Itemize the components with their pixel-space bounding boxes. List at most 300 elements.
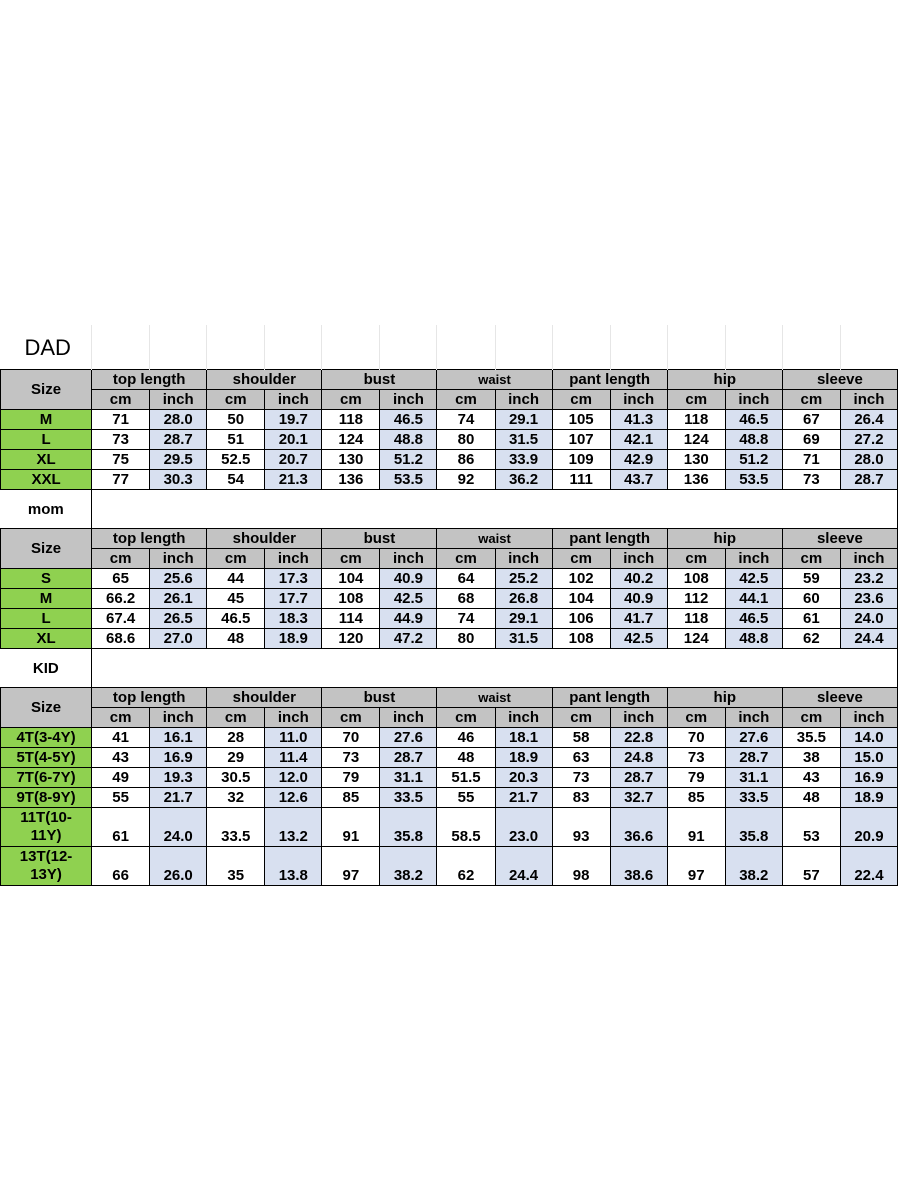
cm-value: 73 <box>782 470 840 490</box>
blank-cell <box>725 325 782 370</box>
cm-value: 108 <box>667 569 725 589</box>
cm-value: 29 <box>207 748 265 768</box>
cm-value: 65 <box>92 569 150 589</box>
unit-header-cm: cm <box>322 708 380 728</box>
table-row <box>1 629 898 649</box>
inch-value: 53.5 <box>725 470 782 490</box>
measure-header: sleeve <box>782 529 897 549</box>
inch-value: 28.0 <box>840 450 897 470</box>
measure-header-row <box>1 688 898 708</box>
cm-value: 43 <box>92 748 150 768</box>
size-header: Size <box>1 529 92 569</box>
size-cell: XL <box>1 629 92 649</box>
unit-header-inch: inch <box>380 390 437 410</box>
measure-header: pant length <box>552 529 667 549</box>
cm-value: 44 <box>207 569 265 589</box>
cm-value: 48 <box>207 629 265 649</box>
cm-value: 111 <box>552 470 610 490</box>
measure-header: shoulder <box>207 370 322 390</box>
inch-value: 42.5 <box>610 629 667 649</box>
inch-value: 16.1 <box>150 728 207 748</box>
cm-value: 67 <box>782 410 840 430</box>
measure-header-row <box>1 529 898 549</box>
inch-value: 29.5 <box>150 450 207 470</box>
table-row <box>1 430 898 450</box>
unit-header-inch: inch <box>265 708 322 728</box>
cm-value: 28 <box>207 728 265 748</box>
cm-value: 68.6 <box>92 629 150 649</box>
inch-value: 28.7 <box>725 748 782 768</box>
measure-header: shoulder <box>207 529 322 549</box>
size-cell: 11T(10- 11Y) <box>1 808 92 847</box>
cm-value: 108 <box>322 589 380 609</box>
unit-header-cm: cm <box>782 549 840 569</box>
inch-value: 35.8 <box>380 808 437 847</box>
blank-cell <box>150 325 207 370</box>
unit-header-inch: inch <box>495 708 552 728</box>
inch-value: 21.7 <box>495 788 552 808</box>
inch-value: 33.5 <box>380 788 437 808</box>
unit-header-inch: inch <box>150 549 207 569</box>
cm-value: 71 <box>782 450 840 470</box>
size-chart-table <box>0 325 898 886</box>
unit-header-inch: inch <box>610 708 667 728</box>
section-title-row <box>1 649 898 688</box>
blank-cell <box>840 325 897 370</box>
cm-value: 102 <box>552 569 610 589</box>
cm-value: 80 <box>437 430 495 450</box>
inch-value: 51.2 <box>725 450 782 470</box>
cm-value: 85 <box>667 788 725 808</box>
blank-cell <box>92 325 150 370</box>
inch-value: 28.0 <box>150 410 207 430</box>
inch-value: 43.7 <box>610 470 667 490</box>
inch-value: 30.3 <box>150 470 207 490</box>
cm-value: 70 <box>667 728 725 748</box>
blank-cell <box>667 325 725 370</box>
unit-header-inch: inch <box>725 549 782 569</box>
size-cell: 9T(8-9Y) <box>1 788 92 808</box>
unit-header-cm: cm <box>667 708 725 728</box>
cm-value: 77 <box>92 470 150 490</box>
unit-header-inch: inch <box>265 390 322 410</box>
cm-value: 130 <box>667 450 725 470</box>
unit-header-cm: cm <box>667 549 725 569</box>
inch-value: 26.8 <box>495 589 552 609</box>
cm-value: 32 <box>207 788 265 808</box>
inch-value: 28.7 <box>380 748 437 768</box>
inch-value: 17.3 <box>265 569 322 589</box>
cm-value: 106 <box>552 609 610 629</box>
section-title: KID <box>32 659 59 677</box>
unit-header-cm: cm <box>782 708 840 728</box>
section-title-row <box>1 325 898 370</box>
inch-value: 38.2 <box>725 847 782 886</box>
unit-header-inch: inch <box>840 708 897 728</box>
measure-header: top length <box>92 688 207 708</box>
inch-value: 17.7 <box>265 589 322 609</box>
inch-value: 48.8 <box>380 430 437 450</box>
inch-value: 33.5 <box>725 788 782 808</box>
cm-value: 67.4 <box>92 609 150 629</box>
unit-header-cm: cm <box>552 708 610 728</box>
size-cell: 5T(4-5Y) <box>1 748 92 768</box>
table-row <box>1 728 898 748</box>
cm-value: 107 <box>552 430 610 450</box>
unit-header-cm: cm <box>437 390 495 410</box>
inch-value: 41.7 <box>610 609 667 629</box>
size-cell: 13T(12- 13Y) <box>1 847 92 886</box>
cm-value: 136 <box>322 470 380 490</box>
inch-value: 20.3 <box>495 768 552 788</box>
unit-header-cm: cm <box>207 390 265 410</box>
unit-header-cm: cm <box>92 708 150 728</box>
cm-value: 97 <box>322 847 380 886</box>
cm-value: 46.5 <box>207 609 265 629</box>
cm-value: 58.5 <box>437 808 495 847</box>
inch-value: 53.5 <box>380 470 437 490</box>
table-row <box>1 410 898 430</box>
inch-value: 18.1 <box>495 728 552 748</box>
cm-value: 46 <box>437 728 495 748</box>
cm-value: 66.2 <box>92 589 150 609</box>
inch-value: 18.3 <box>265 609 322 629</box>
measure-header: top length <box>92 529 207 549</box>
inch-value: 46.5 <box>380 410 437 430</box>
unit-header-cm: cm <box>92 390 150 410</box>
inch-value: 21.7 <box>150 788 207 808</box>
blank-cell <box>610 325 667 370</box>
size-cell: S <box>1 569 92 589</box>
size-cell: M <box>1 589 92 609</box>
inch-value: 18.9 <box>840 788 897 808</box>
size-cell: XXL <box>1 470 92 490</box>
cm-value: 59 <box>782 569 840 589</box>
inch-value: 28.7 <box>840 470 897 490</box>
inch-value: 25.6 <box>150 569 207 589</box>
unit-header-cm: cm <box>667 390 725 410</box>
inch-value: 36.6 <box>610 808 667 847</box>
inch-value: 23.0 <box>495 808 552 847</box>
inch-value: 24.8 <box>610 748 667 768</box>
inch-value: 27.0 <box>150 629 207 649</box>
size-cell: 7T(6-7Y) <box>1 768 92 788</box>
inch-value: 27.2 <box>840 430 897 450</box>
cm-value: 55 <box>437 788 495 808</box>
inch-value: 12.0 <box>265 768 322 788</box>
unit-header-row <box>1 708 898 728</box>
cm-value: 48 <box>782 788 840 808</box>
blank-cell <box>265 325 322 370</box>
unit-header-inch: inch <box>725 390 782 410</box>
inch-value: 19.3 <box>150 768 207 788</box>
cm-value: 86 <box>437 450 495 470</box>
cm-value: 62 <box>437 847 495 886</box>
cm-value: 97 <box>667 847 725 886</box>
cm-value: 124 <box>667 430 725 450</box>
cm-value: 118 <box>322 410 380 430</box>
section-title: mom <box>27 500 64 518</box>
unit-header-inch: inch <box>495 549 552 569</box>
cm-value: 71 <box>92 410 150 430</box>
inch-value: 51.2 <box>380 450 437 470</box>
size-cell: 4T(3-4Y) <box>1 728 92 748</box>
inch-value: 31.5 <box>495 430 552 450</box>
inch-value: 11.0 <box>265 728 322 748</box>
measure-header: bust <box>322 529 437 549</box>
blank-cell <box>92 649 898 688</box>
inch-value: 42.1 <box>610 430 667 450</box>
measure-header: bust <box>322 370 437 390</box>
blank-cell <box>322 325 380 370</box>
cm-value: 61 <box>92 808 150 847</box>
cm-value: 70 <box>322 728 380 748</box>
cm-value: 61 <box>782 609 840 629</box>
inch-value: 22.4 <box>840 847 897 886</box>
inch-value: 36.2 <box>495 470 552 490</box>
cm-value: 73 <box>667 748 725 768</box>
cm-value: 91 <box>667 808 725 847</box>
cm-value: 60 <box>782 589 840 609</box>
cm-value: 85 <box>322 788 380 808</box>
cm-value: 114 <box>322 609 380 629</box>
measure-header: pant length <box>552 370 667 390</box>
cm-value: 52.5 <box>207 450 265 470</box>
inch-value: 15.0 <box>840 748 897 768</box>
unit-header-inch: inch <box>840 390 897 410</box>
cm-value: 130 <box>322 450 380 470</box>
table-row <box>1 788 898 808</box>
cm-value: 69 <box>782 430 840 450</box>
inch-value: 26.4 <box>840 410 897 430</box>
inch-value: 24.0 <box>150 808 207 847</box>
measure-header: waist <box>437 529 552 549</box>
cm-value: 124 <box>667 629 725 649</box>
inch-value: 31.1 <box>725 768 782 788</box>
cm-value: 75 <box>92 450 150 470</box>
size-cell: L <box>1 609 92 629</box>
cm-value: 62 <box>782 629 840 649</box>
blank-cell <box>552 325 610 370</box>
cm-value: 41 <box>92 728 150 748</box>
inch-value: 16.9 <box>840 768 897 788</box>
inch-value: 42.5 <box>725 569 782 589</box>
inch-value: 12.6 <box>265 788 322 808</box>
table-row <box>1 569 898 589</box>
inch-value: 20.7 <box>265 450 322 470</box>
unit-header-cm: cm <box>552 390 610 410</box>
inch-value: 11.4 <box>265 748 322 768</box>
inch-value: 35.8 <box>725 808 782 847</box>
cm-value: 58 <box>552 728 610 748</box>
unit-header-inch: inch <box>610 390 667 410</box>
cm-value: 49 <box>92 768 150 788</box>
unit-header-cm: cm <box>437 708 495 728</box>
cm-value: 74 <box>437 609 495 629</box>
size-chart-sheet <box>0 325 898 886</box>
inch-value: 40.9 <box>610 589 667 609</box>
inch-value: 13.8 <box>265 847 322 886</box>
unit-header-cm: cm <box>207 708 265 728</box>
cm-value: 63 <box>552 748 610 768</box>
table-row <box>1 768 898 788</box>
cm-value: 92 <box>437 470 495 490</box>
cm-value: 73 <box>92 430 150 450</box>
cm-value: 57 <box>782 847 840 886</box>
inch-value: 29.1 <box>495 609 552 629</box>
unit-header-cm: cm <box>552 549 610 569</box>
cm-value: 66 <box>92 847 150 886</box>
section-title: DAD <box>24 334 71 360</box>
blank-cell <box>782 325 840 370</box>
inch-value: 13.2 <box>265 808 322 847</box>
section-title-row <box>1 490 898 529</box>
inch-value: 16.9 <box>150 748 207 768</box>
unit-header-cm: cm <box>92 549 150 569</box>
cm-value: 45 <box>207 589 265 609</box>
inch-value: 29.1 <box>495 410 552 430</box>
cm-value: 33.5 <box>207 808 265 847</box>
cm-value: 54 <box>207 470 265 490</box>
table-row <box>1 450 898 470</box>
inch-value: 18.9 <box>495 748 552 768</box>
table-row <box>1 609 898 629</box>
inch-value: 44.1 <box>725 589 782 609</box>
measure-header: bust <box>322 688 437 708</box>
inch-value: 42.5 <box>380 589 437 609</box>
cm-value: 30.5 <box>207 768 265 788</box>
inch-value: 47.2 <box>380 629 437 649</box>
inch-value: 24.4 <box>840 629 897 649</box>
unit-header-row <box>1 390 898 410</box>
inch-value: 46.5 <box>725 609 782 629</box>
blank-cell <box>495 325 552 370</box>
blank-cell <box>92 490 898 529</box>
inch-value: 40.9 <box>380 569 437 589</box>
cm-value: 91 <box>322 808 380 847</box>
inch-value: 18.9 <box>265 629 322 649</box>
cm-value: 55 <box>92 788 150 808</box>
cm-value: 51.5 <box>437 768 495 788</box>
blank-cell <box>207 325 265 370</box>
inch-value: 38.2 <box>380 847 437 886</box>
measure-header: sleeve <box>782 370 897 390</box>
measure-header: hip <box>667 529 782 549</box>
inch-value: 48.8 <box>725 629 782 649</box>
cm-value: 53 <box>782 808 840 847</box>
unit-header-cm: cm <box>782 390 840 410</box>
cm-value: 35.5 <box>782 728 840 748</box>
cm-value: 118 <box>667 609 725 629</box>
measure-header-row <box>1 370 898 390</box>
inch-value: 31.5 <box>495 629 552 649</box>
unit-header-cm: cm <box>322 549 380 569</box>
size-cell: M <box>1 410 92 430</box>
measure-header: top length <box>92 370 207 390</box>
unit-header-row <box>1 549 898 569</box>
inch-value: 27.6 <box>725 728 782 748</box>
inch-value: 40.2 <box>610 569 667 589</box>
cm-value: 104 <box>322 569 380 589</box>
cm-value: 108 <box>552 629 610 649</box>
table-row <box>1 589 898 609</box>
inch-value: 26.0 <box>150 847 207 886</box>
cm-value: 118 <box>667 410 725 430</box>
size-header: Size <box>1 370 92 410</box>
cm-value: 79 <box>322 768 380 788</box>
table-row <box>1 808 898 847</box>
cm-value: 43 <box>782 768 840 788</box>
cm-value: 38 <box>782 748 840 768</box>
inch-value: 31.1 <box>380 768 437 788</box>
measure-header: hip <box>667 370 782 390</box>
cm-value: 68 <box>437 589 495 609</box>
cm-value: 93 <box>552 808 610 847</box>
inch-value: 28.7 <box>150 430 207 450</box>
unit-header-inch: inch <box>150 390 207 410</box>
cm-value: 83 <box>552 788 610 808</box>
cm-value: 35 <box>207 847 265 886</box>
unit-header-inch: inch <box>265 549 322 569</box>
cm-value: 124 <box>322 430 380 450</box>
inch-value: 26.5 <box>150 609 207 629</box>
cm-value: 73 <box>322 748 380 768</box>
cm-value: 73 <box>552 768 610 788</box>
cm-value: 79 <box>667 768 725 788</box>
inch-value: 41.3 <box>610 410 667 430</box>
inch-value: 14.0 <box>840 728 897 748</box>
cm-value: 109 <box>552 450 610 470</box>
size-cell: L <box>1 430 92 450</box>
measure-header: sleeve <box>782 688 897 708</box>
cm-value: 98 <box>552 847 610 886</box>
inch-value: 44.9 <box>380 609 437 629</box>
inch-value: 24.4 <box>495 847 552 886</box>
cm-value: 74 <box>437 410 495 430</box>
measure-header: waist <box>437 688 552 708</box>
cm-value: 64 <box>437 569 495 589</box>
inch-value: 27.6 <box>380 728 437 748</box>
cm-value: 48 <box>437 748 495 768</box>
unit-header-inch: inch <box>610 549 667 569</box>
inch-value: 20.9 <box>840 808 897 847</box>
cm-value: 112 <box>667 589 725 609</box>
cm-value: 136 <box>667 470 725 490</box>
inch-value: 26.1 <box>150 589 207 609</box>
inch-value: 46.5 <box>725 410 782 430</box>
size-header: Size <box>1 688 92 728</box>
inch-value: 48.8 <box>725 430 782 450</box>
inch-value: 25.2 <box>495 569 552 589</box>
cm-value: 104 <box>552 589 610 609</box>
measure-header: waist <box>437 370 552 390</box>
cm-value: 105 <box>552 410 610 430</box>
unit-header-cm: cm <box>322 390 380 410</box>
blank-cell <box>437 325 495 370</box>
inch-value: 42.9 <box>610 450 667 470</box>
inch-value: 32.7 <box>610 788 667 808</box>
unit-header-cm: cm <box>207 549 265 569</box>
inch-value: 23.6 <box>840 589 897 609</box>
inch-value: 24.0 <box>840 609 897 629</box>
inch-value: 19.7 <box>265 410 322 430</box>
inch-value: 21.3 <box>265 470 322 490</box>
blank-cell <box>380 325 437 370</box>
inch-value: 38.6 <box>610 847 667 886</box>
measure-header: pant length <box>552 688 667 708</box>
measure-header: shoulder <box>207 688 322 708</box>
inch-value: 23.2 <box>840 569 897 589</box>
